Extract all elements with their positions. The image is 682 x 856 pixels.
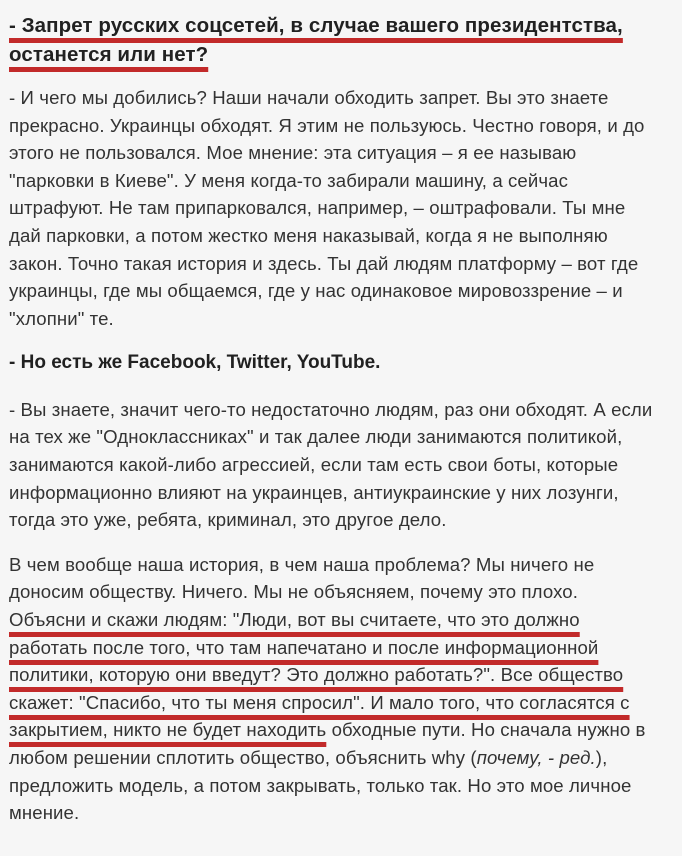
editor-note-italic: почему, - ред. [476,746,596,768]
answer-paragraph-society-explained [9,551,658,827]
red-underlined-passage: Объясни и скажи людям: "Люди, вот вы считаете, что это должно работать после того, что там напечатано и после информационной политики, которую они введут? Это должно работать?". Все общество скажет: "Спасибо, что ты меня спросил". И мало того, что согласятся с закрытием, никто не будет находить [9,609,630,741]
paragraph-tail-text: ), предложить модель, а потом закрывать, только так. Но это мое личное мнение. [9,746,632,824]
question-heading-facebook-twitter-youtube: - Но есть же Facebook, Twitter, YouTube. [9,352,381,374]
question-heading-socnets-ban [9,11,658,69]
answer-paragraph-odnoklassniki: - Вы знаете, значит чего-то недостаточно людям, раз они обходят. А если на тех же "Одноклассниках" и так далее люди занимаются политикой, занимаются какой-либо агрессией, если там есть свои боты, которые информационно влияют на украинцев, антиукраинские у них лозунги, тогда это уже, ребята, криминал, это другое дело. [9,398,653,531]
red-underlined-title-text: - Запрет русских соцсетей, в случае вашего президентства, останется или нет? [9,14,623,66]
paragraph-mid-text: обходные пути. Но сначала нужно в любом решении сплотить общество, объяснить why ( [9,719,646,768]
paragraph-lead-text: В чем вообще наша история, в чем наша проблема? Мы ничего не доносим обществу. Ничего. Мы не объясняем, почему это плохо. [9,553,595,603]
answer-paragraph-parking-analogy: - И чего мы добились? Наши начали обходить запрет. Вы это знаете прекрасно. Украинцы обходят. Я этим не пользуюсь. Честно говоря, и до этого не пользовался. Мое мнение: эта ситуация – я ее называю "парковки в Киеве". У меня когда-то забирали машину, а сейчас штрафуют. Не там припарковался, например, – оштрафовали. Ты мне дай парковки, а потом жестко меня наказывай, когда я не выполняю закон. Точно такая история и здесь. Ты дай людям платформу – вот где украинцы, где мы общаемся, где у нас одинаковое мировоззрение – и "хлопни" те. [9,87,645,329]
